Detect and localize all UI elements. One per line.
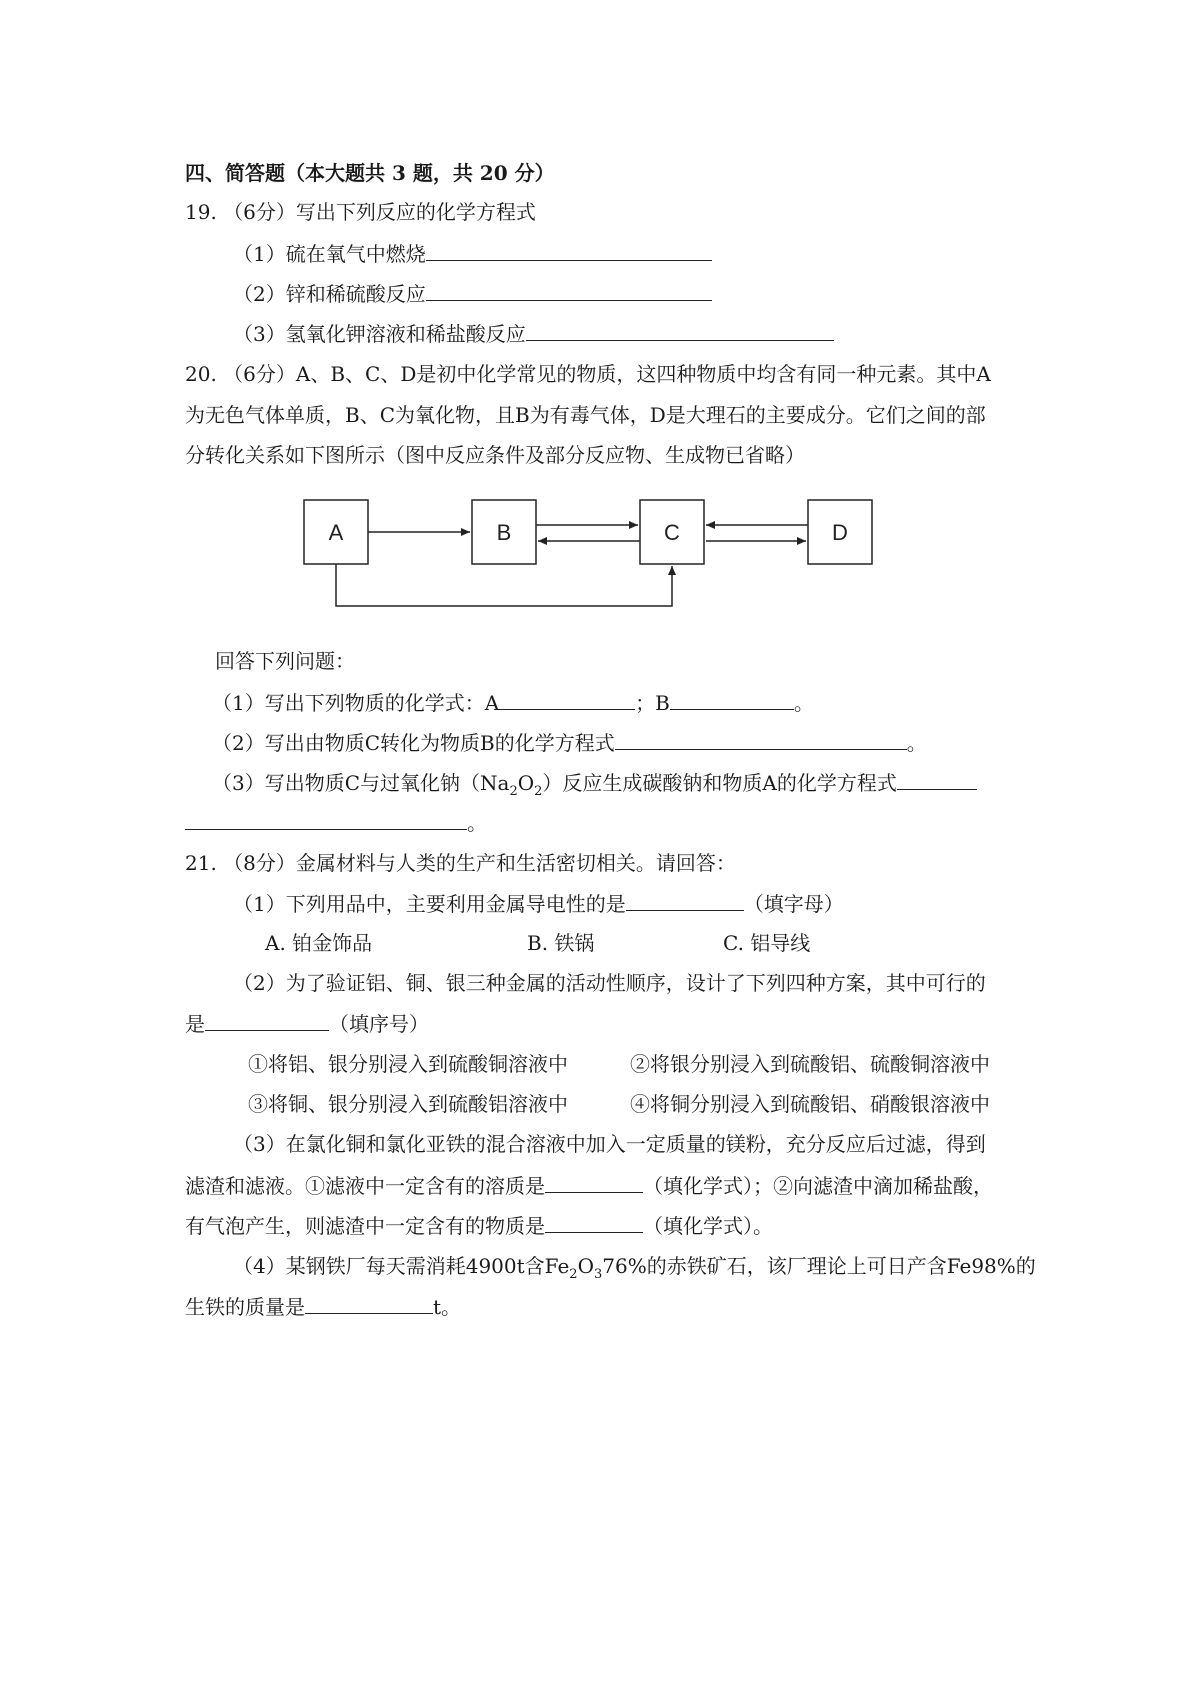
q20-sub-2	[212, 729, 927, 756]
q20-sub-3-sub1: 2	[509, 784, 518, 799]
q19-answer-blank-2[interactable]	[426, 280, 712, 301]
q21-sub-1-post: （填字母）	[743, 892, 844, 916]
q19-part-2-text: （2）锌和稀硫酸反应	[233, 282, 426, 306]
conversion-diagram	[300, 496, 880, 616]
q21-sub-3-line-3-pre: 有气泡产生，则滤渣中一定含有的物质是	[185, 1214, 545, 1238]
q19-part-1-text: （1）硫在氧气中燃烧	[233, 242, 426, 266]
q20-sub-3-sub2: 2	[534, 784, 543, 799]
q19-part-3-text: （3）氢氧化钾溶液和稀盐酸反应	[233, 322, 526, 346]
q21-sub-4-line-2-post: t。	[433, 1295, 462, 1319]
arrow-a-to-c	[336, 564, 672, 606]
q21-plan-3: ③将铜、银分别浸入到硫酸铝溶液中	[248, 1092, 568, 1116]
q21-blank-4[interactable]	[305, 1293, 433, 1314]
q21-option-b: B. 铁锅	[527, 931, 595, 955]
q21-sub-3-line-3-post: （填化学式）。	[643, 1214, 773, 1238]
q21-sub-4-sub1: 2	[569, 1267, 578, 1282]
q21-plan-4: ④将铜分别浸入到硫酸铝、硝酸银溶液中	[630, 1092, 990, 1116]
q21-sub-4-sub2: 3	[593, 1267, 603, 1282]
q21-sub-4-line-1	[233, 1253, 1036, 1288]
q21-blank-3b[interactable]	[545, 1212, 643, 1233]
q20-stem-line-3: 分转化关系如下图所示（图中反应条件及部分反应物、生成物已省略）	[185, 443, 805, 467]
q20-sub-3	[212, 769, 977, 805]
q21-sub-3-line-1: （3）在氯化铜和氯化亚铁的混合溶液中加入一定质量的镁粉，充分反应后过滤，得到	[233, 1132, 986, 1156]
q21-sub-4-o: O	[577, 1254, 594, 1278]
q19-stem: 19. （6分）写出下列反应的化学方程式	[185, 200, 536, 224]
q20-sub-1-mid: ；B	[635, 691, 670, 715]
q21-sub-3-line-2-pre: 滤渣和滤液。①滤液中一定含有的溶质是	[185, 1174, 545, 1198]
q19-part-2	[233, 280, 712, 307]
q21-sub-4-line-2	[185, 1293, 461, 1320]
q20-blank-b[interactable]	[670, 689, 794, 710]
q21-blank-3a[interactable]	[545, 1172, 643, 1193]
q20-stem-line-1: 20. （6分）A、B、C、D是初中化学常见的物质，这四种物质中均含有同一种元素。其中A	[185, 362, 991, 386]
q21-plan-2: ②将银分别浸入到硫酸铝、硫酸铜溶液中	[630, 1052, 990, 1076]
q20-blank-a[interactable]	[499, 689, 635, 710]
node-a-label: A	[328, 520, 344, 545]
q21-blank-1[interactable]	[626, 890, 744, 911]
q19-part-1	[233, 240, 712, 267]
q20-sub-1	[212, 689, 814, 716]
q20-sub-1-text: （1）写出下列物质的化学式：A	[212, 691, 500, 715]
q21-sub-4-post: 76%的赤铁矿石，该厂理论上可日产含Fe98%的	[602, 1254, 1036, 1278]
section-title: 四、简答题（本大题共 3 题，共 20 分）	[185, 161, 555, 185]
q20-sub-3-o: O	[517, 771, 535, 795]
node-b-label: B	[496, 520, 512, 545]
q21-option-c: C. 铝导线	[723, 931, 811, 955]
q21-sub-2-post: （填序号）	[329, 1012, 429, 1036]
q19-answer-blank-3[interactable]	[526, 320, 834, 341]
q21-option-a: A. 铂金饰品	[265, 931, 373, 955]
q21-sub-2-pre: 是	[185, 1012, 205, 1036]
q21-sub-3-line-2	[185, 1172, 993, 1199]
q20-blank-c-to-b[interactable]	[615, 729, 907, 750]
q21-sub-1-text: （1）下列用品中，主要利用金属导电性的是	[233, 892, 626, 916]
q20-sub-3-end: 。	[467, 811, 487, 835]
q21-sub-4-line-2-pre: 生铁的质量是	[185, 1295, 305, 1319]
q21-sub-2-line-1: （2）为了验证铝、铜、银三种金属的活动性顺序，设计了下列四种方案，其中可行的	[233, 971, 986, 995]
q20-sub-3-text: （3）写出物质C与过氧化钠（Na	[212, 771, 510, 795]
q20-blank-c-na2o2-b[interactable]	[185, 809, 467, 830]
q20-sub-2-text: （2）写出由物质C转化为物质B的化学方程式	[212, 731, 615, 755]
q20-sub-3-post: ）反应生成碳酸钠和物质A的化学方程式	[542, 771, 897, 795]
q20-sub-2-end: 。	[906, 731, 927, 755]
q21-sub-4-pre: （4）某钢铁厂每天需消耗4900t含Fe	[233, 1254, 570, 1278]
q19-part-3	[233, 320, 834, 347]
q21-sub-3-line-3	[185, 1212, 773, 1239]
q20-prompt: 回答下列问题：	[215, 649, 355, 673]
node-d-label: D	[832, 520, 848, 545]
q20-sub-3-cont	[185, 809, 487, 836]
q20-stem-line-2: 为无色气体单质，B、C为氧化物，且B为有毒气体，D是大理石的主要成分。它们之间的部	[185, 403, 986, 427]
q21-sub-2-line-2	[185, 1010, 429, 1037]
q20-blank-c-na2o2-a[interactable]	[897, 769, 977, 790]
q21-stem: 21. （8分）金属材料与人类的生产和生活密切相关。请回答：	[185, 851, 736, 875]
q19-answer-blank-1[interactable]	[426, 240, 712, 261]
q21-sub-3-line-2-post: （填化学式）；②向滤渣中滴加稀盐酸，	[643, 1174, 993, 1198]
q20-sub-1-end: 。	[793, 691, 814, 715]
q21-plan-1: ①将铝、银分别浸入到硫酸铜溶液中	[248, 1052, 568, 1076]
q21-blank-2[interactable]	[205, 1010, 329, 1031]
q21-sub-1	[233, 890, 844, 917]
node-c-label: C	[664, 520, 680, 545]
